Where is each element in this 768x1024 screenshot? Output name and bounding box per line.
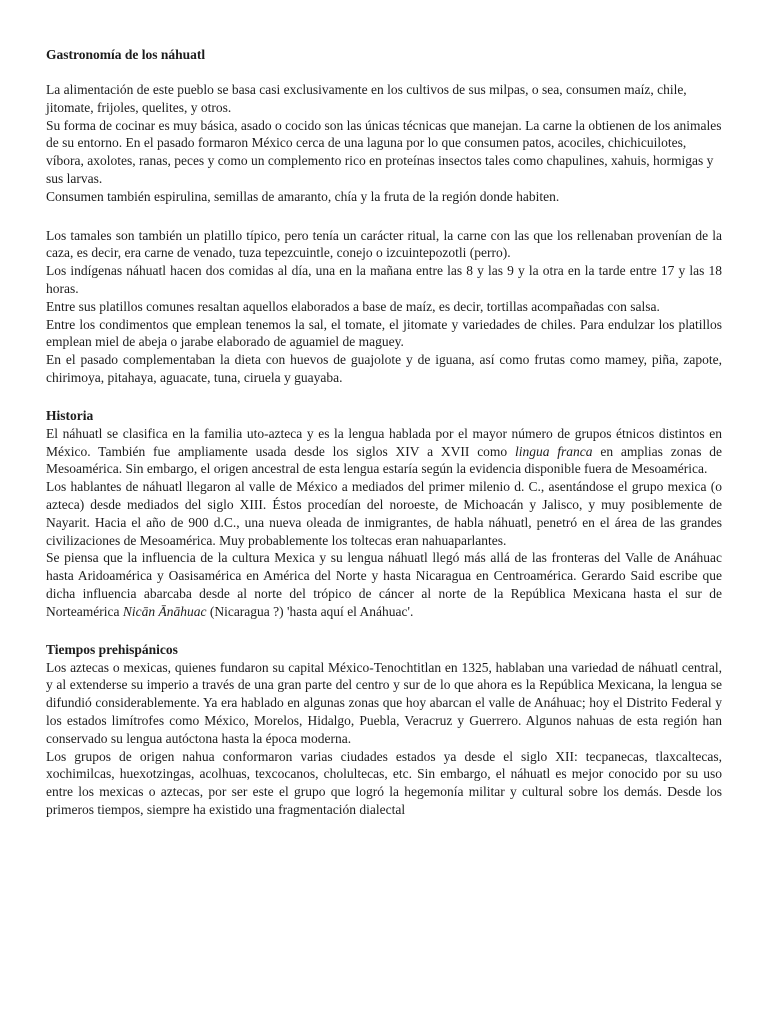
spacer [46,64,722,81]
italic-term: lingua franca [515,443,593,459]
paragraph [46,425,722,478]
spacer [46,206,722,227]
paragraph: Los hablantes de náhuatl llegaron al valle de México a mediados del primer milenio d. C., asentándose el grupo mexica (o azteca) desde mediados del siglo XIII. Éstos procedían del noroeste, de Michoacán y Jalisco, y muy posiblemente de Nayarit. Hacia el año de 900 d.C., una nueva oleada de inmigrantes, de habla náhuatl, penetró en el área de las grandes civilizaciones de Mesoamérica. Muy probablemente los toltecas eran nahuaparlantes. [46,479,722,548]
spacer [46,387,722,407]
document-page [46,46,722,819]
text-run: en amplias zonas de Mesoamérica. Sin embargo, el origen ancestral de esta lengua estaría según la evidencia disponible fuera de Mesoamérica. [46,443,722,477]
paragraph: Entre los condimentos que emplean tenemos la sal, el tomate, el jitomate y variedades de chiles. Para endulzar los platillos emplean miel de abeja o jarabe elaborado de aguamiel de maguey. [46,316,722,350]
paragraph: Los aztecas o mexicas, quienes fundaron su capital México-Tenochtitlan en 1325, hablaban una variedad de náhuatl central, y al extenderse su imperio a través de una gran parte del centro y sur de lo que ahora es la República Mexicana, la lengua se difundió considerablemente. Ya era hablado en algunas zonas que hoy abarcan el valle de Anáhuac; hoy el Distrito Federal y los estados limítrofes como México, Morelos, Hidalgo, Puebla, Veracruz y Guerrero. Algunos nahuas de esta región han conservado su lengua autóctona hasta la época moderna. [46,659,722,746]
text-run: Se piensa que la influencia de la cultura Mexica y su lengua náhuatl llegó más allá de las fronteras del Valle de Anáhuac hasta Aridoamérica y Oasisamérica en América del Norte y hasta Nicaragua en Centroamérica. Gerardo Said escribe que dicha influencia abarcaba desde al norte del trópico de cáncer al norte de la República Mexicana hasta el sur de Norteamérica [46,550,722,619]
section-tiempos-prehispanicos [46,641,722,819]
paragraph: La alimentación de este pueblo se basa casi exclusivamente en los cultivos de sus milpas, o sea, consumen maíz, chile, jitomate, frijoles, quelites, y otros. [46,82,687,115]
paragraph: En el pasado complementaban la dieta con huevos de guajolote y de iguana, así como frutas como mamey, piña, zapote, chirimoya, pitahaya, aguacate, tuna, ciruela y guayaba. [46,352,722,385]
section-historia [46,407,722,621]
italic-term: Nicān Ānāhuac [122,603,207,619]
section-title-gastronomia: Gastronomía de los náhuatl [46,47,206,62]
section-gastronomia [46,46,722,387]
paragraph: Su forma de cocinar es muy básica, asado o cocido son las únicas técnicas que manejan. La carne la obtienen de los animales de su entorno. En el pasado formaron México cerca de una laguna por lo que consumen patos, acociles, chichicuilotes, víbora, axolotes, ranas, peces y como un complemento rico en proteínas insectos tales como chapulines, xahuis, hormigas y sus larvas. [46,117,722,186]
section-title-historia: Historia [46,407,94,423]
paragraph: Entre sus platillos comunes resaltan aquellos elaborados a base de maíz, es decir, tortillas acompañadas con salsa. [46,298,660,314]
paragraph [46,549,722,620]
spacer [46,621,722,641]
paragraph: Los tamales son también un platillo típico, pero tenía un carácter ritual, la carne con las que los rellenaban provenían de la caza, es decir, era carne de venado, tuza tepezcuintle, conejo o izcuintepozotli (perro). [46,227,722,261]
text-run: El náhuatl se clasifica en la familia uto-azteca y es la lengua hablada por el mayor número de grupos étnicos distintos en México. También fue ampliamente usada desde los siglos XIV a XVII como [46,425,722,459]
paragraph: Los grupos de origen nahua conformaron varias ciudades estados ya desde el siglo XII: tecpanecas, tlaxcaltecas, xochimilcas, huexotzingas, acolhuas, texcocanos, cholultecas, etc. Sin embargo, el náhuatl es mejor conocido por su uso entre los mexicas o aztecas, por ser este el grupo que logró la hegemonía militar y cultural sobre los demás. Desde los primeros tiempos, siempre ha existido una fragmentación dialectal [46,748,722,817]
section-title-tiempos-prehispanicos: Tiempos prehispánicos [46,641,178,657]
text-run: (Nicaragua ?) 'hasta aquí el Anáhuac'. [206,603,414,619]
paragraph: Los indígenas náhuatl hacen dos comidas al día, una en la mañana entre las 8 y las 9 y la otra en la tarde entre 17 y las 18 horas. [46,263,722,296]
paragraph: Consumen también espirulina, semillas de amaranto, chía y la fruta de la región donde habiten. [46,188,560,204]
